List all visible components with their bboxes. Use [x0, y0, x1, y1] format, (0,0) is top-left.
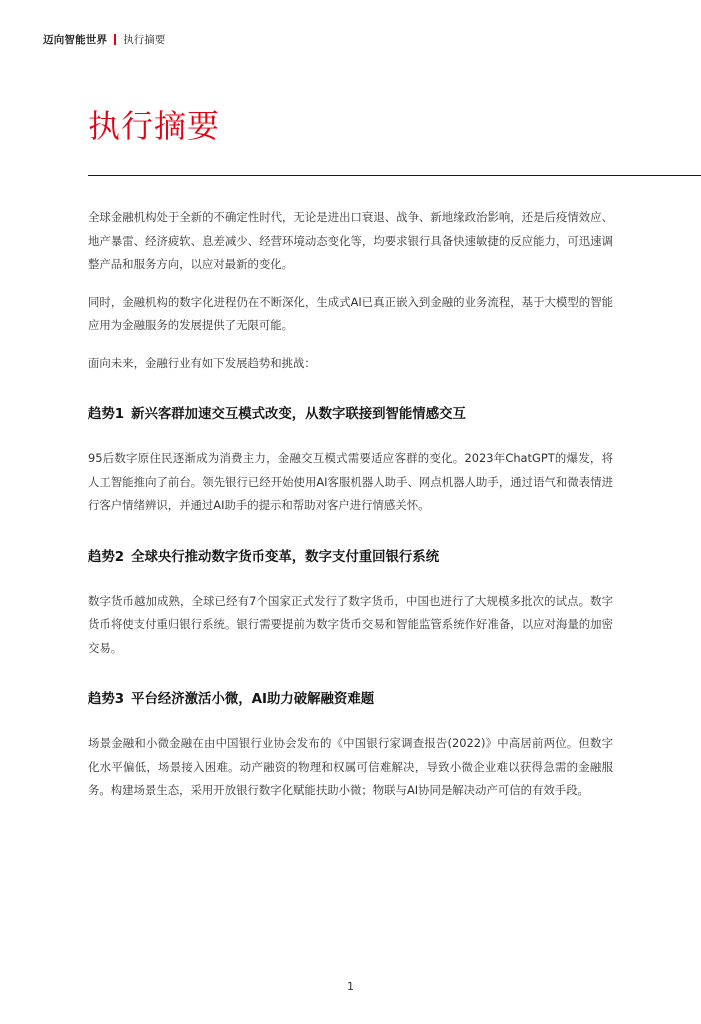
trend-body-3: 场景金融和小微金融在由中国银行业协会发布的《中国银行家调查报告(2022)》中高居前两位。但数字化水平偏低，场景接入困难。动产融资的物理和权属可信难解决，导致小微企业难以获得急需的金融服务。构建场景生态，采用开放银行数字化赋能扶助小微；物联与AI协同是解决动产可信的有效手段。 — [88, 736, 613, 797]
header-brand: 迈向智能世界 — [43, 33, 108, 46]
main-content — [88, 206, 613, 803]
trend-label-2: 趋势2 — [88, 549, 125, 565]
trend-body-2: 数字货币越加成熟，全球已经有7个国家正式发行了数字货币，中国也进行了大规模多批次的试点。数字货币将使支付重归银行系统。银行需要提前为数字货币交易和智能监管系统作好准备，以应对海量的加密交易。 — [88, 593, 613, 655]
trend-body-1: 95后数字原住民逐渐成为消费主力，金融交互模式需要适应客群的变化。2023年ChatGPT的爆发，将人工智能推向了前台。领先银行已经开始使用AI客服机器人助手、网点机器人助手，通过语气和微表情进行客户情绪辨识，并通过AI助手的提示和帮助对客户进行情感关怀。 — [88, 451, 613, 512]
trend-heading-1 — [88, 405, 613, 425]
title-divider — [88, 175, 701, 176]
trend-label-3: 趋势3 — [88, 692, 125, 707]
trend-heading-text-2: 全球央行推动数字货币变革，数字支付重回银行系统 — [131, 549, 440, 565]
trend-heading-text-1: 新兴客群加速交互模式改变，从数字联接到智能情感交互 — [131, 407, 466, 422]
trend-section-1 — [88, 405, 613, 518]
page-title: 执行摘要 — [88, 107, 221, 145]
intro-paragraph-1: 全球金融机构处于全新的不确定性时代，无论是进出口衰退、战争、新地缘政治影响，还是后疫情效应、地产暴雷、经济疲软、息差减少、经营环境动态变化等，均要求银行具备快速敏捷的反应能力，可迅速调整产品和服务方向，以应对最新的变化。 — [88, 210, 613, 271]
header-section: 执行摘要 — [123, 33, 166, 46]
running-header — [43, 31, 165, 47]
page-number: 1 — [347, 980, 354, 993]
header-separator — [114, 34, 116, 45]
intro-paragraph-3: 面向未来，金融行业有如下发展趋势和挑战： — [88, 355, 316, 370]
trend-section-2 — [88, 548, 613, 661]
trend-heading-text-3: 平台经济激活小微，AI助力破解融资难题 — [131, 692, 375, 707]
trend-heading-3 — [88, 690, 613, 710]
trend-heading-2 — [88, 548, 613, 568]
trend-label-1: 趋势1 — [88, 407, 125, 422]
trend-section-3 — [88, 690, 613, 803]
intro-paragraph-2: 同时，金融机构的数字化进程仍在不断深化，生成式AI已真正嵌入到金融的业务流程，基于大模型的智能应用为金融服务的发展提供了无限可能。 — [88, 294, 613, 332]
